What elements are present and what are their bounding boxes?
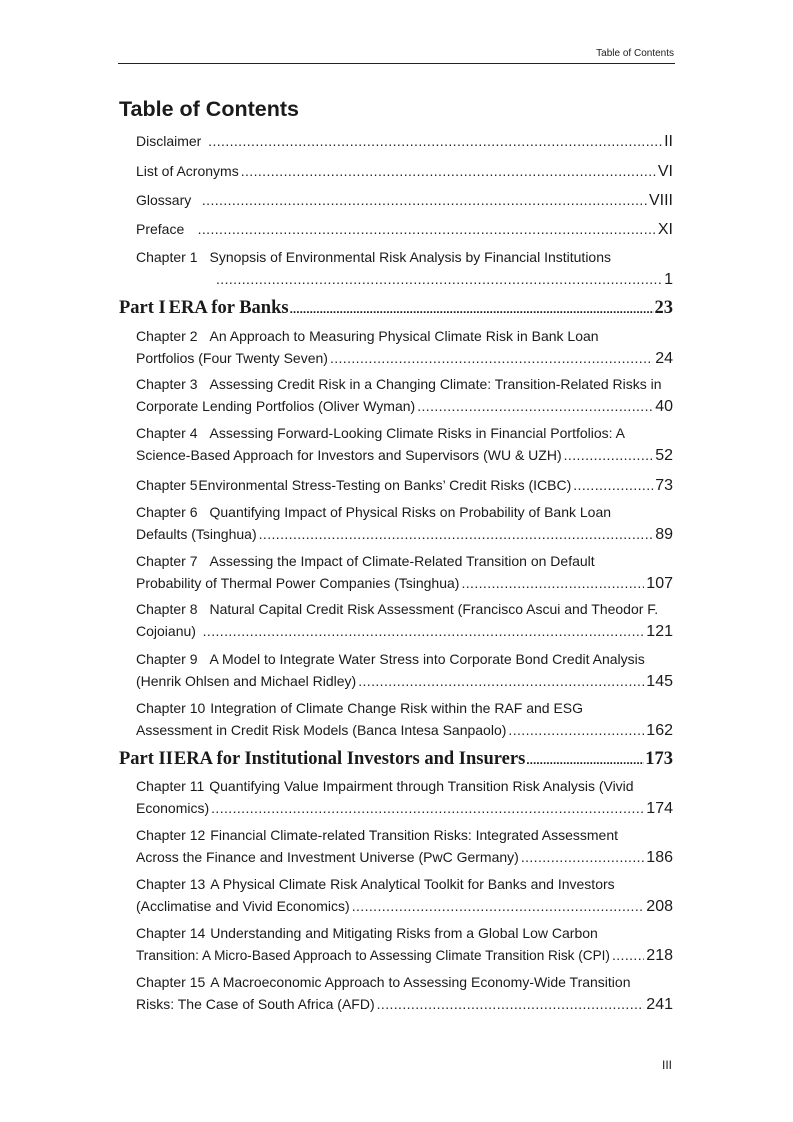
toc-part-1[interactable] [119,296,673,321]
chapter-number: Chapter 6 [136,504,198,520]
toc-entry-chapter-9[interactable] [136,648,673,693]
chapter-title-line1: An Approach to Measuring Physical Climate Risk in Bank Loan [209,328,599,344]
dot-leader [461,572,644,594]
chapter-number: Chapter 4 [136,425,198,441]
dot-leader [508,719,644,741]
toc-page-number: 23 [654,298,673,318]
chapter-title-line2: Probability of Thermal Power Companies (Tsinghua) [136,575,460,591]
part-label: Part II [119,749,173,769]
toc-entry-chapter-4[interactable] [136,422,673,467]
chapter-number: Chapter 3 [136,376,198,392]
chapter-title-line2: Economics) [136,800,210,816]
toc-page-number: 73 [655,477,673,494]
toc-page-number: 174 [646,800,673,817]
chapter-title-line1: Assessing Credit Risk in a Changing Climate: Transition-Related Risks in [209,376,662,392]
toc-page-number: 40 [655,398,673,415]
dot-leader [564,444,654,466]
toc-page-number: II [664,133,673,150]
chapter-number: Chapter 7 [136,553,198,569]
toc-page-number: VI [657,163,673,180]
part-title: ERA for Institutional Investors and Insurers [173,749,526,769]
toc-page-number: 107 [646,575,673,592]
dot-leader [573,474,653,496]
dot-leader [358,670,644,692]
chapter-number: Chapter 5 [136,477,198,493]
toc-entry-label: Preface [136,221,185,237]
toc-entry-chapter-5[interactable] [136,474,673,497]
chapter-title-line2: Defaults (Tsinghua) [136,526,257,542]
chapter-title-line2: Corporate Lending Portfolios (Oliver Wyman) [136,398,416,414]
toc-entry-chapter-11[interactable] [136,775,673,820]
footer-page-number: III [661,1058,672,1072]
toc-entry-chapter-8[interactable] [136,598,673,643]
toc-page-number: 52 [655,447,673,464]
toc-entry-chapter-15[interactable] [136,971,673,1016]
part-label: Part I [119,298,166,318]
toc-entry-preface[interactable] [136,218,673,241]
toc-entry-chapter-14[interactable] [136,922,673,967]
dot-leader [198,218,656,240]
chapter-number: Chapter 8 [136,601,198,617]
toc-entry-list-of-acronyms[interactable] [136,160,673,183]
chapter-title-line1: Natural Capital Credit Risk Assessment (Francisco Ascui and Theodor F. [209,601,659,617]
toc-entry-chapter-3[interactable] [136,373,673,418]
chapter-title-line2: Science-Based Approach for Investors and Supervisors (WU & UZH) [136,447,562,463]
toc-page-number: VIII [648,192,673,209]
toc-entry-chapter-1[interactable] [136,246,673,291]
chapter-title-line2: Risks: The Case of South Africa (AFD) [136,996,375,1012]
dot-leader [290,297,654,321]
chapter-title-line1: Integration of Climate Change Risk within the RAF and ESG [210,700,584,716]
chapter-number: Chapter 11 [136,778,205,794]
dot-leader [203,620,645,642]
chapter-number: Chapter 12 [136,827,206,843]
toc-page-number: 173 [645,749,673,769]
part-title: ERA for Banks [168,298,289,318]
dot-leader [377,993,645,1015]
toc-entry-chapter-6[interactable] [136,501,673,546]
toc-page-number: 121 [646,623,673,640]
toc-entry-label: List of Acronyms [136,163,239,179]
chapter-title-line1: A Physical Climate Risk Analytical Toolkit for Banks and Investors [210,876,615,892]
dot-leader [352,895,645,917]
dot-leader [612,944,644,966]
toc-page-number: 145 [646,673,673,690]
page-title: Table of Contents [119,97,299,121]
toc-entry-label: Disclaimer [136,133,202,149]
toc-entry-chapter-13[interactable] [136,873,673,918]
dot-leader [208,130,662,152]
chapter-number: Chapter 2 [136,328,198,344]
chapter-title-line2: Across the Finance and Investment Universe (PwC Germany) [136,849,519,865]
chapter-title-line1: Assessing Forward-Looking Climate Risks in Financial Portfolios: A [209,425,625,441]
chapter-title-line2: Portfolios (Four Twenty Seven) [136,350,328,366]
chapter-title-line1: Environmental Stress-Testing on Banks’ Credit Risks (ICBC) [198,477,572,493]
chapter-title-line1: Understanding and Mitigating Risks from a Global Low Carbon [210,925,598,941]
chapter-number: Chapter 1 [136,249,198,265]
dot-leader [417,395,653,417]
chapter-title-line2: (Henrik Ohlsen and Michael Ridley) [136,673,357,689]
toc-page-number: 218 [646,947,673,964]
chapter-number: Chapter 13 [136,876,206,892]
chapter-title-line1: Assessing the Impact of Climate-Related Transition on Default [209,553,595,569]
chapter-title-line1: A Model to Integrate Water Stress into Corporate Bond Credit Analysis [209,651,645,667]
dot-leader [241,160,656,182]
header-section-label: Table of Contents [596,48,674,59]
toc-entry-chapter-2[interactable] [136,325,673,370]
chapter-title-line1: Financial Climate-related Transition Risks: Integrated Assessment [210,827,619,843]
toc-entry-chapter-10[interactable] [136,697,673,742]
chapter-number: Chapter 15 [136,974,206,990]
chapter-title-line1: Quantifying Value Impairment through Transition Risk Analysis (Vivid [209,778,634,794]
chapter-title: Synopsis of Environmental Risk Analysis by Financial Institutions [209,249,611,265]
toc-page-number: XI [657,221,673,238]
toc-page-number: 162 [646,722,673,739]
toc-page-number: 24 [655,350,673,367]
toc-entry-glossary[interactable] [136,189,673,212]
chapter-title-line1: A Macroeconomic Approach to Assessing Economy-Wide Transition [210,974,631,990]
chapter-number: Chapter 9 [136,651,198,667]
toc-entry-chapter-12[interactable] [136,824,673,869]
toc-entry-disclaimer[interactable] [136,130,673,153]
chapter-title-line2: Cojoianu) [136,623,196,639]
chapter-number: Chapter 14 [136,925,206,941]
dot-leader [202,189,647,211]
toc-page-number: 1 [664,271,673,288]
chapter-title-line1: Quantifying Impact of Physical Risks on Probability of Bank Loan [209,504,612,520]
dot-leader [216,268,662,290]
toc-part-2[interactable] [119,747,673,772]
toc-page-number: 241 [646,996,673,1013]
dot-leader [259,523,654,545]
toc-page-number: 208 [646,898,673,915]
dot-leader [211,797,644,819]
toc-page-number: 89 [655,526,673,543]
toc-entry-label: Glossary [136,192,192,208]
dot-leader [526,748,644,772]
toc-page-number: 186 [646,849,673,866]
dot-leader [521,846,644,868]
chapter-title-line2: Transition: A Micro-Based Approach to Assessing Climate Transition Risk (CPI) [136,948,610,963]
toc-entry-chapter-7[interactable] [136,550,673,595]
chapter-number: Chapter 10 [136,700,206,716]
dot-leader [330,347,653,369]
chapter-title-line2: (Acclimatise and Vivid Economics) [136,898,350,914]
chapter-title-line2: Assessment in Credit Risk Models (Banca Intesa Sanpaolo) [136,722,507,738]
